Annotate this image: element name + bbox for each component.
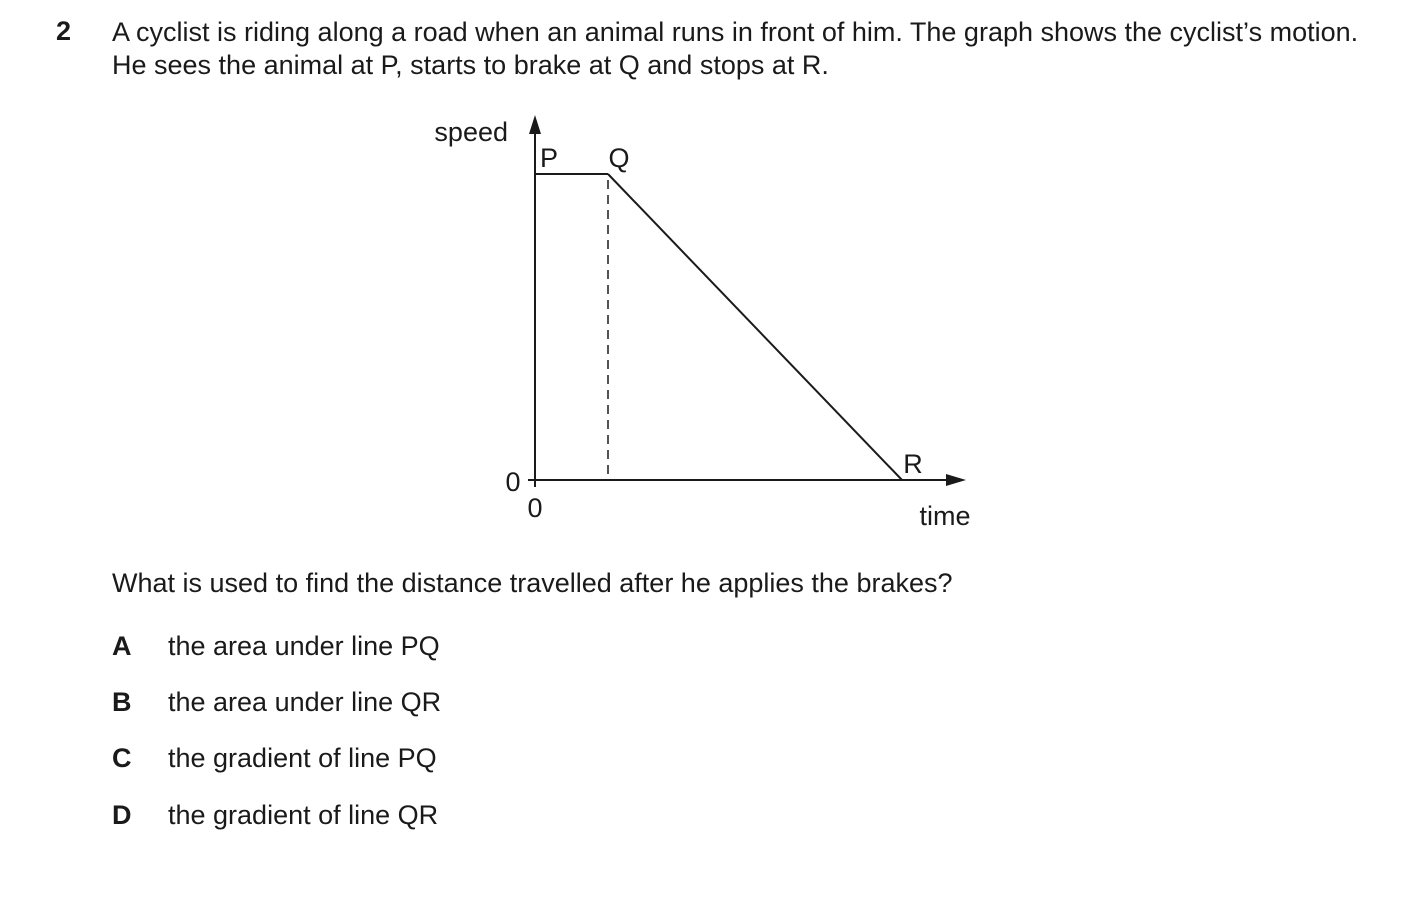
point-label-r: R xyxy=(903,449,923,479)
option-b[interactable] xyxy=(112,687,441,718)
y-origin-label: 0 xyxy=(505,467,521,497)
option-letter: A xyxy=(112,631,132,661)
option-text: the area under line QR xyxy=(168,687,442,717)
option-c[interactable] xyxy=(112,743,437,774)
x-origin-label: 0 xyxy=(527,493,543,523)
x-axis-arrow xyxy=(946,474,966,486)
question-number: 2 xyxy=(56,16,72,46)
option-text: the gradient of line PQ xyxy=(168,743,437,773)
option-text: the area under line PQ xyxy=(168,631,440,661)
point-label-p: P xyxy=(539,143,559,173)
option-text: the gradient of line QR xyxy=(168,800,439,830)
y-axis-arrow xyxy=(529,115,541,134)
y-axis-label: speed xyxy=(434,117,508,147)
option-d[interactable] xyxy=(112,800,438,831)
point-label-q: Q xyxy=(608,143,630,173)
option-letter: D xyxy=(112,800,132,830)
question-prompt: What is used to find the distance travelled after he applies the brakes? xyxy=(112,568,953,598)
x-axis-label: time xyxy=(919,501,971,531)
line-qr xyxy=(608,174,902,480)
question-stem: A cyclist is riding along a road when an animal runs in front of him. The graph shows the cyclist’s motion. He sees the animal at P, starts to brake at Q and stops at R. xyxy=(112,17,1359,80)
option-letter: C xyxy=(112,743,132,773)
option-a[interactable] xyxy=(112,631,440,662)
option-letter: B xyxy=(112,687,132,717)
